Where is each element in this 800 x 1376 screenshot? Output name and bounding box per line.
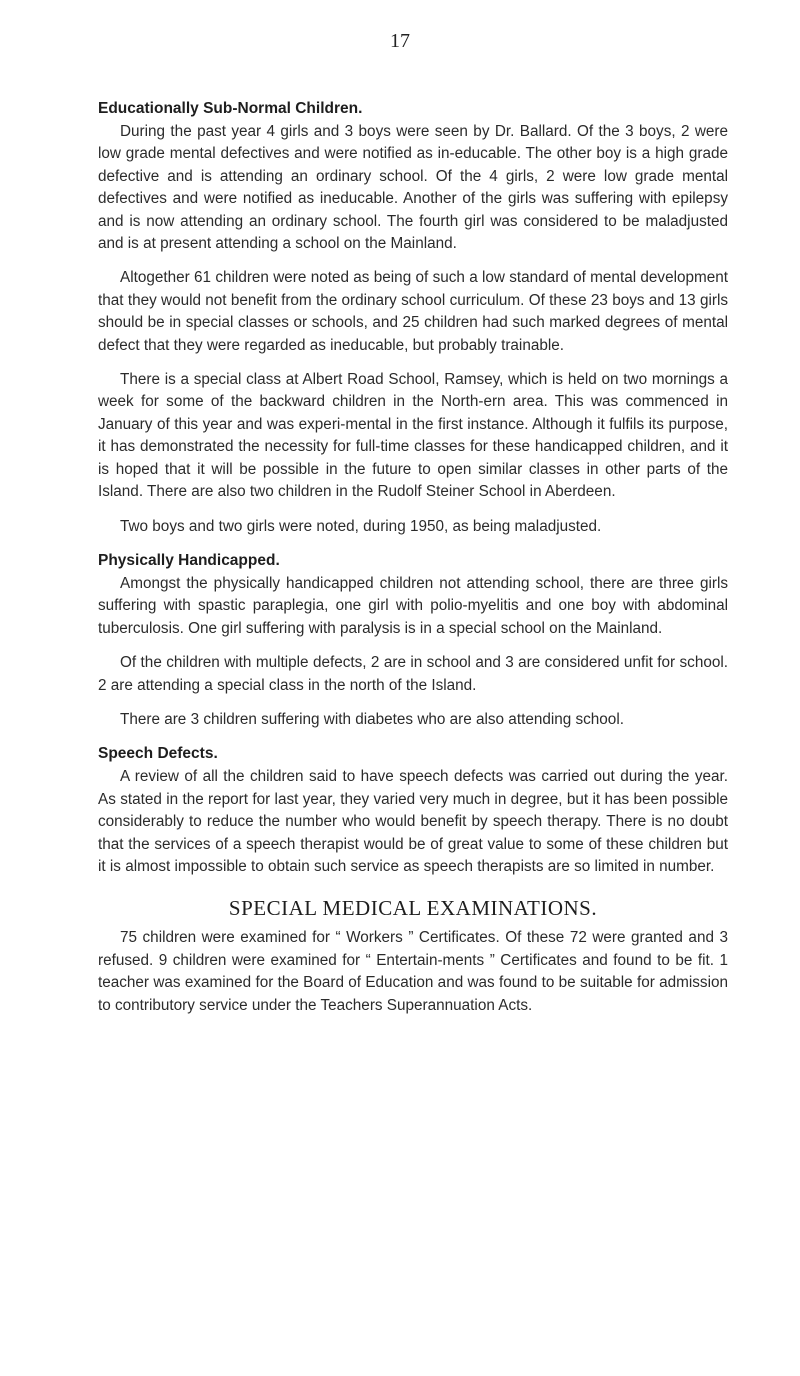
section-title-special-medical: SPECIAL MEDICAL EXAMINATIONS. bbox=[228, 896, 598, 921]
paragraph-speech-1: A review of all the children said to have speech defects was carried out during the year. As stated in the report for last year, they varied very much in degree, but it has been possible considerably to reduce the number who would benefit by speech therapy. There is no doubt that the services of a speech therapist would be of great value to some of these children but it is almost impossible to obtain such service as speech therapists are so limited in number. bbox=[98, 768, 728, 875]
heading-physically-handicapped: Physically Handicapped. bbox=[98, 551, 280, 569]
paragraph-sub-normal-2: Altogether 61 children were noted as being of such a low standard of mental development that they would not benefit from the ordinary school curriculum. Of these 23 boys and 13 girls should be in special classes or schools, and 25 children had such marked degrees of mental defect that they were regarded as ineducable, but probably trainable. bbox=[98, 269, 728, 354]
paragraph-special-medical-1: 75 children were examined for “ Workers ” Certificates. Of these 72 were granted and 3 refused. 9 children were examined for “ Entertain-ments ” Certificates and found to be fit. 1 teacher was examined for the Board of Education and was found to be suitable for admission to contributory service under the Teachers Superannuation Acts. bbox=[98, 929, 728, 1014]
heading-sub-normal: Educationally Sub-Normal Children. bbox=[98, 100, 363, 117]
paragraph-physically-3: There are 3 children suffering with diabetes who are also attending school. bbox=[120, 710, 624, 728]
paragraph-sub-normal-4: Two boys and two girls were noted, during 1950, as being maladjusted. bbox=[120, 517, 602, 535]
paragraph-physically-1: Amongst the physically handicapped children not attending school, there are three girls suffering with spastic paraplegia, one girl with polio-myelitis and one boy with abdominal tuberculosis. One girl suffering with paralysis is in a special school on the Mainland. bbox=[98, 574, 728, 637]
page-number: 17 bbox=[390, 30, 410, 52]
heading-speech-defects: Speech Defects. bbox=[98, 745, 218, 763]
paragraph-physically-2: Of the children with multiple defects, 2 are in school and 3 are considered unfit for school. 2 are attending a special class in the north of the Island. bbox=[98, 654, 728, 694]
paragraph-sub-normal-3: There is a special class at Albert Road School, Ramsey, which is held on two mornings a week for some of the backward children in the North-ern area. This was commenced in January of this year and was experi-mental in the first instance. Although it fulfils its purpose, it has demonstrated the necessity for full-time classes for these handicapped children, and it is hoped that it will be possible in the future to open similar classes in other parts of the Island. There are also two children in the Rudolf Steiner School in Aberdeen. bbox=[98, 371, 728, 501]
page-body bbox=[98, 98, 728, 1029]
paragraph-sub-normal-1: During the past year 4 girls and 3 boys were seen by Dr. Ballard. Of the 3 boys, 2 were low grade mental defectives and were notified as in-educable. The other boy is a high grade defective and is attending an ordinary school. Of the 4 girls, 2 were low grade mental defectives and were notified as ineducable. Another of the girls was suffering with epilepsy and is now attending an ordinary school. The fourth girl was considered to be maladjusted and is at present attending a school on the Mainland. bbox=[98, 123, 728, 253]
